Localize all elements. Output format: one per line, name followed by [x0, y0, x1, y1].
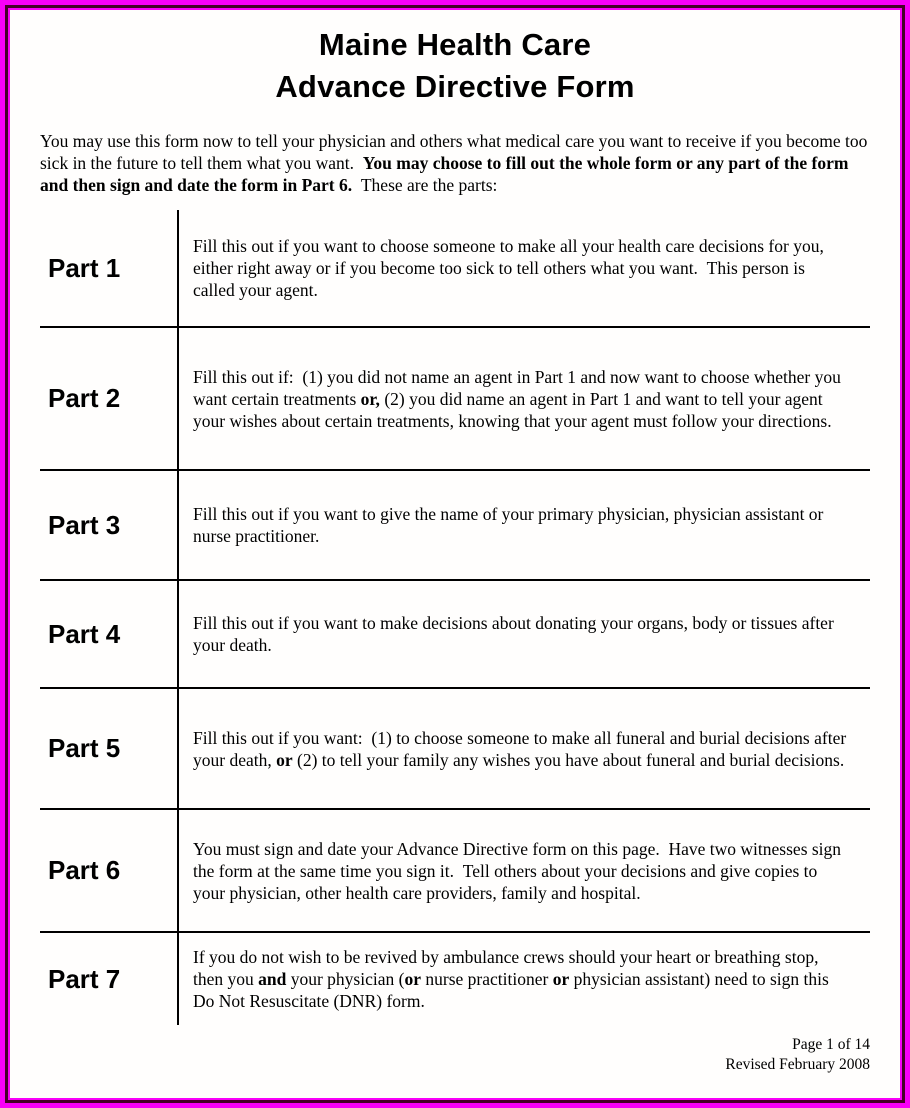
- table-row: [40, 210, 870, 328]
- table-row: [40, 810, 870, 933]
- page-title: [40, 24, 870, 108]
- page-border-dark-line: [5, 5, 905, 1103]
- page-number: Page 1 of 14: [792, 1036, 870, 1053]
- part-description-text: If you do not wish to be revived by ambulance crews should your heart or breathing stop, then you and your physician (or nurse practitioner or physician assistant) need to sign this Do Not Resuscitate (DNR) form.: [193, 947, 829, 1011]
- page-footer: [40, 1035, 870, 1074]
- part-label: Part 5: [48, 733, 121, 763]
- table-row: [40, 689, 870, 810]
- part-description: [179, 328, 870, 469]
- table-row: [40, 581, 870, 689]
- part-description-text: Fill this out if: (1) you did not name an agent in Part 1 and now want to choose whether you want certain treatments or, (2) you did name an agent in Part 1 and want to tell your agent your wishes about certain treatments, knowing that your agent must follow your directions.: [193, 366, 841, 431]
- table-row: [40, 471, 870, 581]
- document-page: [10, 10, 900, 1074]
- part-label: Part 2: [48, 383, 121, 413]
- page-title-line-2: Advance Directive Form: [275, 69, 635, 104]
- table-row: [40, 933, 870, 1025]
- intro-paragraph: You may use this form now to tell your physician and others what medical care you want to receive if you become too sick in the future to tell them what you want. You may choose to fill out the whole form or any part of the form and then sign and date the form in Part 6. These are the parts:: [40, 131, 868, 195]
- table-row: [40, 328, 870, 471]
- part-description-text: Fill this out if you want to choose someone to make all your health care decisions for you, either right away or if you become too sick to tell others what you want. This person is called your agent.: [193, 236, 824, 300]
- part-label: Part 6: [48, 855, 121, 885]
- part-description-text: Fill this out if you want to give the name of your primary physician, physician assistant or nurse practitioner.: [193, 504, 824, 546]
- part-description-text: You must sign and date your Advance Directive form on this page. Have two witnesses sign the form at the same time you sign it. Tell others about your decisions and give copies to your physician, other health care providers, family and hospital.: [193, 838, 842, 903]
- part-description: [179, 471, 870, 579]
- part-description: [179, 210, 870, 326]
- page-title-line-1: Maine Health Care: [318, 27, 592, 62]
- parts-table: [40, 210, 870, 1025]
- revision-date: Revised February 2008: [725, 1055, 870, 1073]
- part-description-text: Fill this out if you want: (1) to choose someone to make all funeral and burial decisions after your death, or (2) to tell your family any wishes you have about funeral and burial decisions.: [193, 727, 847, 770]
- part-description-text: Fill this out if you want to make decisions about donating your organs, body or tissues after your death.: [193, 613, 834, 655]
- part-label: Part 3: [48, 509, 121, 540]
- part-description: [179, 810, 870, 931]
- column-divider-line: [177, 210, 179, 1025]
- part-label: Part 7: [48, 963, 121, 994]
- part-label: Part 4: [48, 618, 121, 649]
- part-label: Part 1: [48, 252, 121, 283]
- part-description: [179, 581, 870, 687]
- page-border-inner: [8, 8, 902, 1100]
- part-description: [179, 689, 870, 808]
- part-description: [179, 933, 870, 1025]
